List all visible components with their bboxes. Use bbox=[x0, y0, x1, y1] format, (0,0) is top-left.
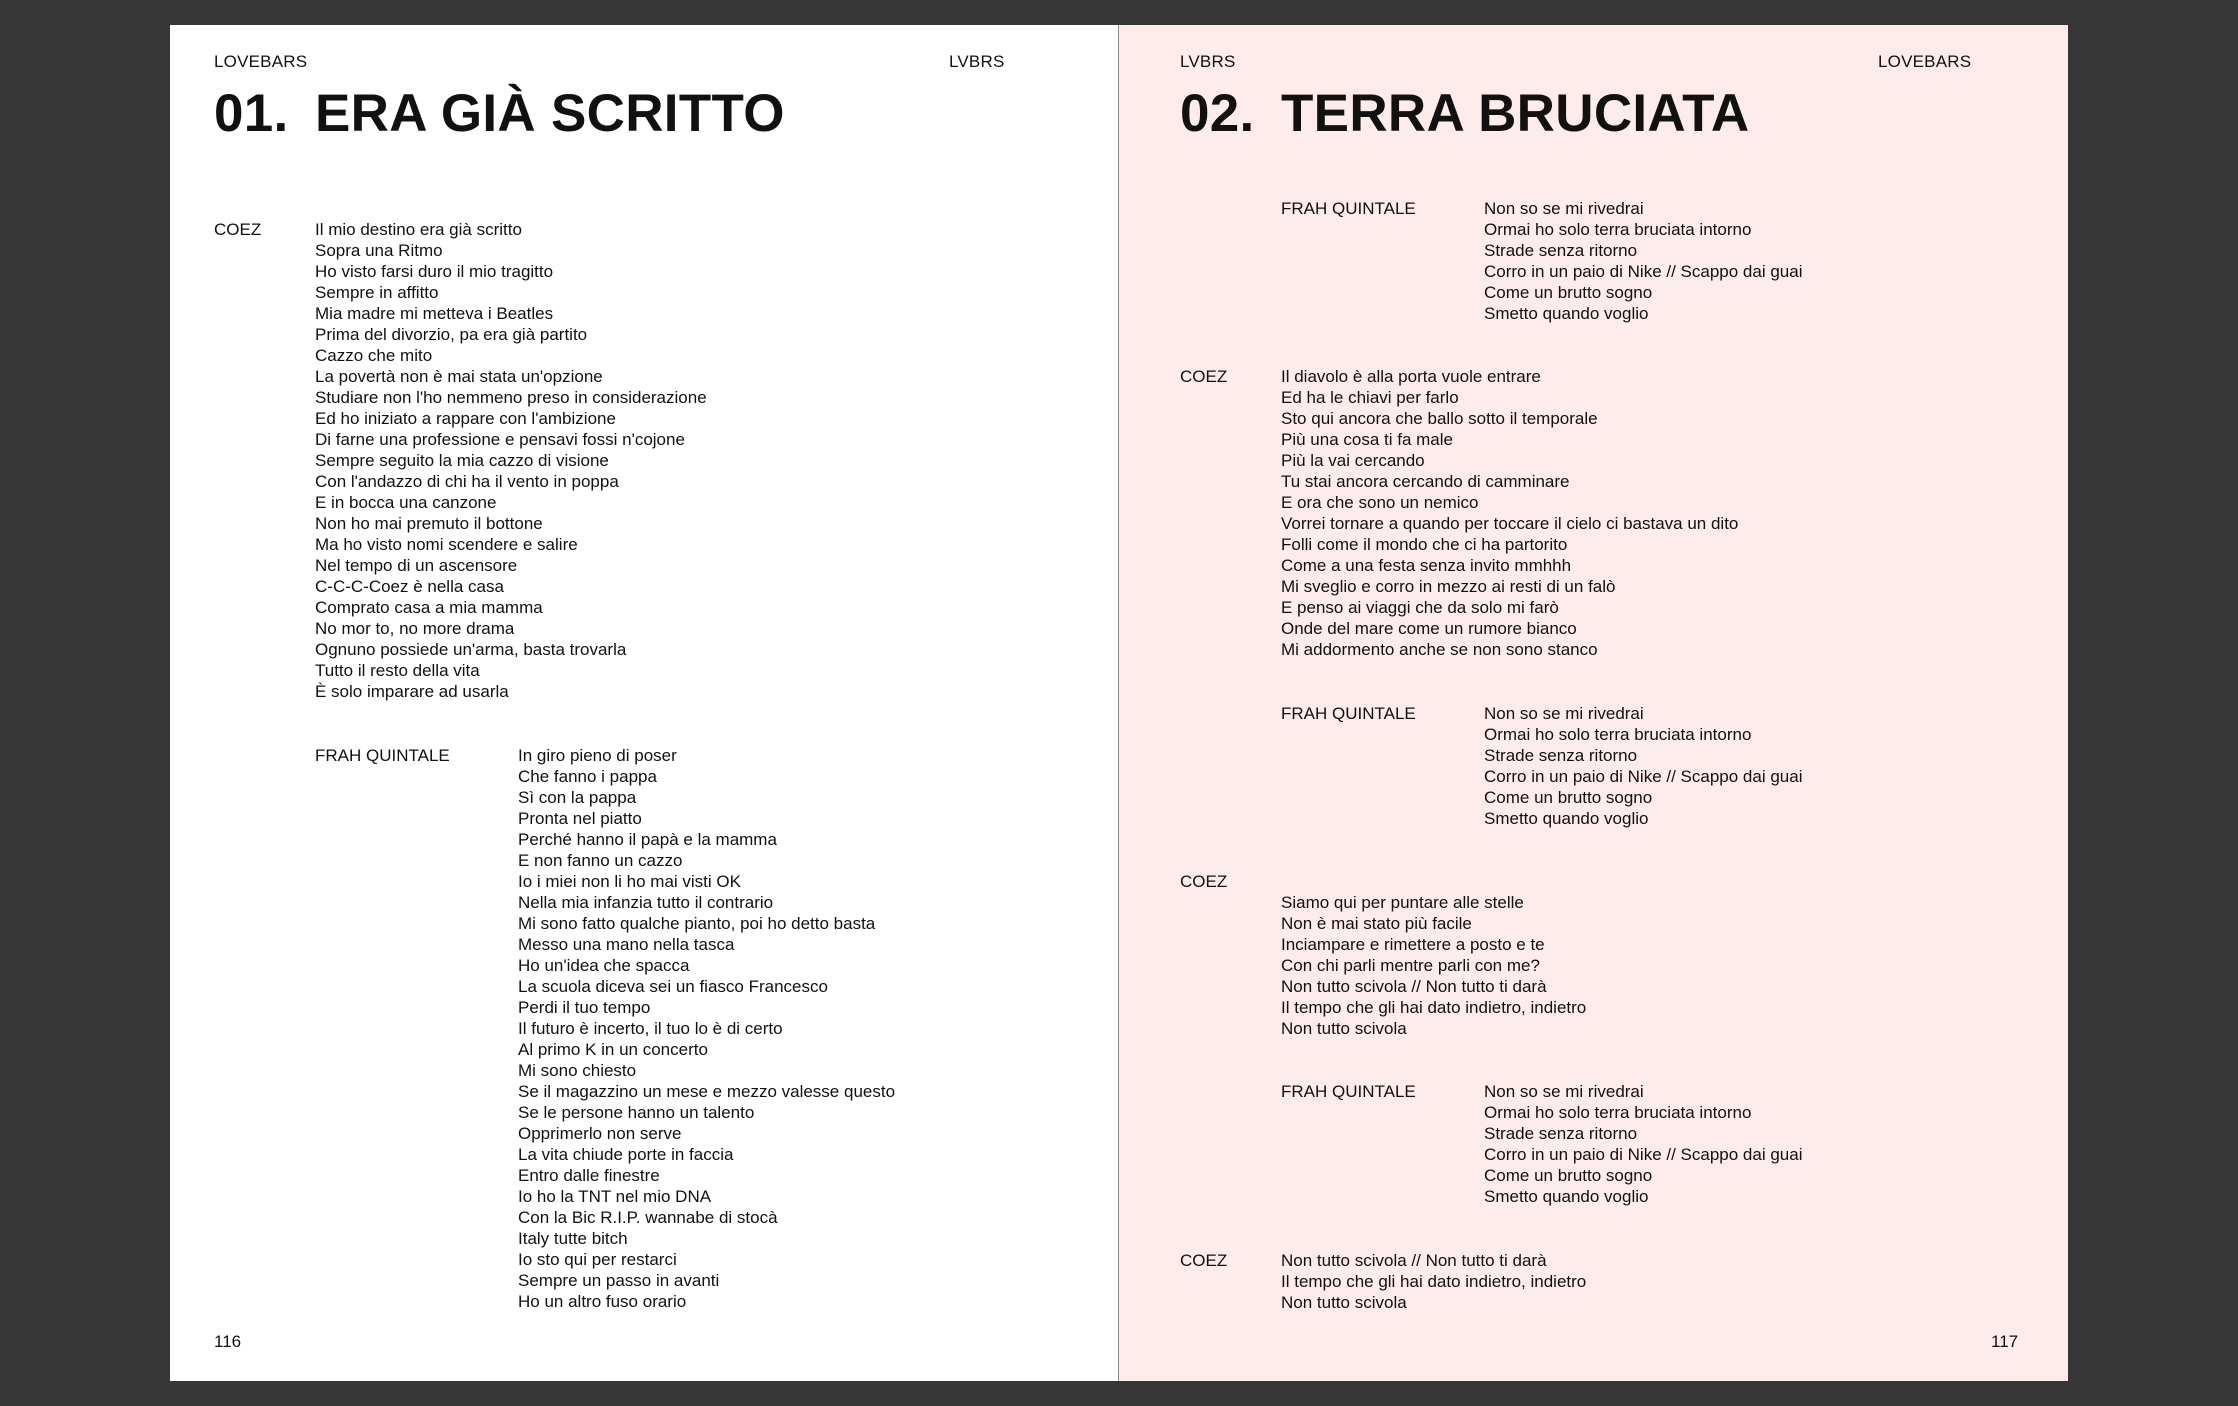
speaker-label: COEZ bbox=[1180, 1251, 1228, 1270]
lyric-line: Nel tempo di un ascensore bbox=[315, 556, 518, 575]
lyric-line: Sempre un passo in avanti bbox=[518, 1271, 720, 1290]
lyric-lines bbox=[1484, 703, 1802, 829]
lyric-lines bbox=[1484, 1081, 1802, 1207]
lyric-line: Smetto quando voglio bbox=[1484, 304, 1649, 323]
lyric-line: Strade senza ritorno bbox=[1484, 241, 1638, 260]
lyric-line: Che fanno i pappa bbox=[518, 767, 657, 786]
lyric-line: Sempre in affitto bbox=[315, 283, 439, 302]
lyric-line: Ho un altro fuso orario bbox=[518, 1292, 687, 1311]
lyric-line: È solo imparare ad usarla bbox=[315, 682, 509, 701]
lyric-line: Opprimerlo non serve bbox=[518, 1124, 682, 1143]
lyric-line: Il tempo che gli hai dato indietro, indietro bbox=[1281, 998, 1587, 1017]
lyric-line: Non tutto scivola bbox=[1281, 1019, 1407, 1038]
page-number: 116 bbox=[214, 1332, 242, 1351]
lyric-line: Inciampare e rimettere a posto e te bbox=[1281, 935, 1545, 954]
lyric-line: Mi sono fatto qualche pianto, poi ho detto basta bbox=[518, 914, 876, 933]
lyric-line: Corro in un paio di Nike // Scappo dai guai bbox=[1484, 262, 1803, 281]
lyric-line: Non so se mi rivedrai bbox=[1484, 1082, 1644, 1101]
lyric-line: Pronta nel piatto bbox=[518, 809, 642, 828]
lyric-line bbox=[1281, 871, 1586, 892]
lyric-line: Messo una mano nella tasca bbox=[518, 935, 735, 954]
lyric-line: Ed ho iniziato a rappare con l'ambizione bbox=[315, 409, 616, 428]
lyric-line: Non tutto scivola bbox=[1281, 1293, 1407, 1312]
lyric-line: Se le persone hanno un talento bbox=[518, 1103, 755, 1122]
lyric-lines bbox=[1281, 1250, 1586, 1313]
lyric-line: Strade senza ritorno bbox=[1484, 1124, 1638, 1143]
lyric-lines bbox=[1281, 366, 1738, 660]
lyric-line: Io ho la TNT nel mio DNA bbox=[518, 1187, 712, 1206]
lyric-line: Cazzo che mito bbox=[315, 346, 433, 365]
lyric-line: Sto qui ancora che ballo sotto il temporale bbox=[1281, 409, 1598, 428]
song-number: 02. bbox=[1180, 84, 1255, 143]
lyric-line: Ed ha le chiavi per farlo bbox=[1281, 388, 1459, 407]
lyric-line: E in bocca una canzone bbox=[315, 493, 497, 512]
lyric-line: Il tempo che gli hai dato indietro, indietro bbox=[1281, 1272, 1587, 1291]
lyric-line: Ormai ho solo terra bruciata intorno bbox=[1484, 220, 1752, 239]
lyric-line: La vita chiude porte in faccia bbox=[518, 1145, 734, 1164]
lyric-line: C-C-C-Coez è nella casa bbox=[315, 577, 504, 596]
lyric-line: Prima del divorzio, pa era già partito bbox=[315, 325, 588, 344]
song-title-text: ERA GIÀ SCRITTO bbox=[315, 84, 785, 143]
lyric-line: Come un brutto sogno bbox=[1484, 283, 1653, 302]
lyric-line: Ormai ho solo terra bruciata intorno bbox=[1484, 725, 1752, 744]
lyric-line: La povertà non è mai stata un'opzione bbox=[315, 367, 603, 386]
lyric-line: Corro in un paio di Nike // Scappo dai guai bbox=[1484, 767, 1803, 786]
lyric-lines bbox=[1484, 198, 1802, 324]
lyric-line: Se il magazzino un mese e mezzo valesse questo bbox=[518, 1082, 896, 1101]
lyric-line: Mi sono chiesto bbox=[518, 1061, 637, 1080]
right-page bbox=[1119, 25, 2068, 1381]
lyric-line: Come un brutto sogno bbox=[1484, 1166, 1653, 1185]
lyric-line: Mia madre mi metteva i Beatles bbox=[315, 304, 554, 323]
song-title-text: TERRA BRUCIATA bbox=[1281, 84, 1750, 143]
lyric-line: Il diavolo è alla porta vuole entrare bbox=[1281, 367, 1541, 386]
lyric-line: Io i miei non li ho mai visti OK bbox=[518, 872, 741, 891]
lyric-line: Ormai ho solo terra bruciata intorno bbox=[1484, 1103, 1752, 1122]
speaker-label: COEZ bbox=[1180, 367, 1228, 386]
lyric-lines bbox=[315, 219, 707, 702]
lyric-line: Di farne una professione e pensavi fossi n'cojone bbox=[315, 430, 685, 449]
lyric-line: Smetto quando voglio bbox=[1484, 1187, 1649, 1206]
lyric-line: E ora che sono un nemico bbox=[1281, 493, 1479, 512]
lyric-line: Come a una festa senza invito mmhhh bbox=[1281, 556, 1572, 575]
speaker-label: FRAH QUINTALE bbox=[315, 746, 450, 765]
lyric-line: Non so se mi rivedrai bbox=[1484, 199, 1644, 218]
lyric-line: E non fanno un cazzo bbox=[518, 851, 683, 870]
running-header-left: LOVEBARS bbox=[214, 52, 308, 71]
lyric-line: Ho un'idea che spacca bbox=[518, 956, 690, 975]
lyric-line: Non tutto scivola // Non tutto ti darà bbox=[1281, 1251, 1547, 1270]
lyric-line: Io sto qui per restarci bbox=[518, 1250, 677, 1269]
lyric-lines bbox=[1281, 871, 1586, 1039]
lyric-line: Ma ho visto nomi scendere e salire bbox=[315, 535, 578, 554]
speaker-label: COEZ bbox=[214, 220, 262, 239]
lyric-line: Perdi il tuo tempo bbox=[518, 998, 651, 1017]
lyric-line: Entro dalle finestre bbox=[518, 1166, 660, 1185]
running-header-left: LVBRS bbox=[1180, 52, 1236, 71]
lyric-line: Onde del mare come un rumore bianco bbox=[1281, 619, 1577, 638]
lyric-line: Strade senza ritorno bbox=[1484, 746, 1638, 765]
speaker-label: FRAH QUINTALE bbox=[1281, 199, 1416, 218]
running-header-right: LVBRS bbox=[949, 52, 1005, 71]
lyric-line: Nella mia infanzia tutto il contrario bbox=[518, 893, 774, 912]
lyric-line: Più la vai cercando bbox=[1281, 451, 1425, 470]
book-spread bbox=[170, 25, 2068, 1381]
lyric-line: Sì con la pappa bbox=[518, 788, 637, 807]
lyric-line: Non ho mai premuto il bottone bbox=[315, 514, 543, 533]
lyric-line: Con la Bic R.I.P. wannabe di stocà bbox=[518, 1208, 778, 1227]
lyric-line: Sopra una Ritmo bbox=[315, 241, 443, 260]
lyric-line: Mi sveglio e corro in mezzo ai resti di un falò bbox=[1281, 577, 1616, 596]
running-header-right: LOVEBARS bbox=[1878, 52, 1972, 71]
lyric-line: Sempre seguito la mia cazzo di visione bbox=[315, 451, 609, 470]
lyric-line: La scuola diceva sei un fiasco Francesco bbox=[518, 977, 828, 996]
lyric-line: Smetto quando voglio bbox=[1484, 809, 1649, 828]
lyric-line: Tutto il resto della vita bbox=[315, 661, 480, 680]
lyric-line: Perché hanno il papà e la mamma bbox=[518, 830, 777, 849]
lyric-line: E penso ai viaggi che da solo mi farò bbox=[1281, 598, 1559, 617]
lyric-line: Comprato casa a mia mamma bbox=[315, 598, 543, 617]
lyric-line: In giro pieno di poser bbox=[518, 746, 677, 765]
lyric-line: Corro in un paio di Nike // Scappo dai guai bbox=[1484, 1145, 1803, 1164]
lyric-line: Più una cosa ti fa male bbox=[1281, 430, 1453, 449]
speaker-label: FRAH QUINTALE bbox=[1281, 1082, 1416, 1101]
lyric-line: Il mio destino era già scritto bbox=[315, 220, 522, 239]
lyric-line: Ognuno possiede un'arma, basta trovarla bbox=[315, 640, 627, 659]
lyric-line: Siamo qui per puntare alle stelle bbox=[1281, 893, 1524, 912]
lyric-line: Il futuro è incerto, il tuo lo è di certo bbox=[518, 1019, 783, 1038]
lyric-line: Con chi parli mentre parli con me? bbox=[1281, 956, 1540, 975]
lyric-line: Tu stai ancora cercando di camminare bbox=[1281, 472, 1570, 491]
lyric-lines bbox=[518, 745, 895, 1312]
lyric-line: Al primo K in un concerto bbox=[518, 1040, 708, 1059]
speaker-label: COEZ bbox=[1180, 872, 1228, 891]
lyric-line: Vorrei tornare a quando per toccare il cielo ci bastava un dito bbox=[1281, 514, 1739, 533]
lyric-line: Non so se mi rivedrai bbox=[1484, 704, 1644, 723]
lyric-line: Come un brutto sogno bbox=[1484, 788, 1653, 807]
lyric-line: Con l'andazzo di chi ha il vento in poppa bbox=[315, 472, 619, 491]
lyric-line: No mor to, no more drama bbox=[315, 619, 515, 638]
lyric-line: Mi addormento anche se non sono stanco bbox=[1281, 640, 1598, 659]
lyric-line: Studiare non l'ho nemmeno preso in considerazione bbox=[315, 388, 707, 407]
lyric-line: Folli come il mondo che ci ha partorito bbox=[1281, 535, 1568, 554]
song-number: 01. bbox=[214, 84, 289, 143]
page-number: 117 bbox=[1991, 1332, 2019, 1351]
lyric-line: Italy tutte bitch bbox=[518, 1229, 628, 1248]
lyric-line: Non tutto scivola // Non tutto ti darà bbox=[1281, 977, 1547, 996]
speaker-label: FRAH QUINTALE bbox=[1281, 704, 1416, 723]
left-page bbox=[170, 25, 1119, 1381]
lyric-line: Non è mai stato più facile bbox=[1281, 914, 1472, 933]
lyric-line: Ho visto farsi duro il mio tragitto bbox=[315, 262, 554, 281]
